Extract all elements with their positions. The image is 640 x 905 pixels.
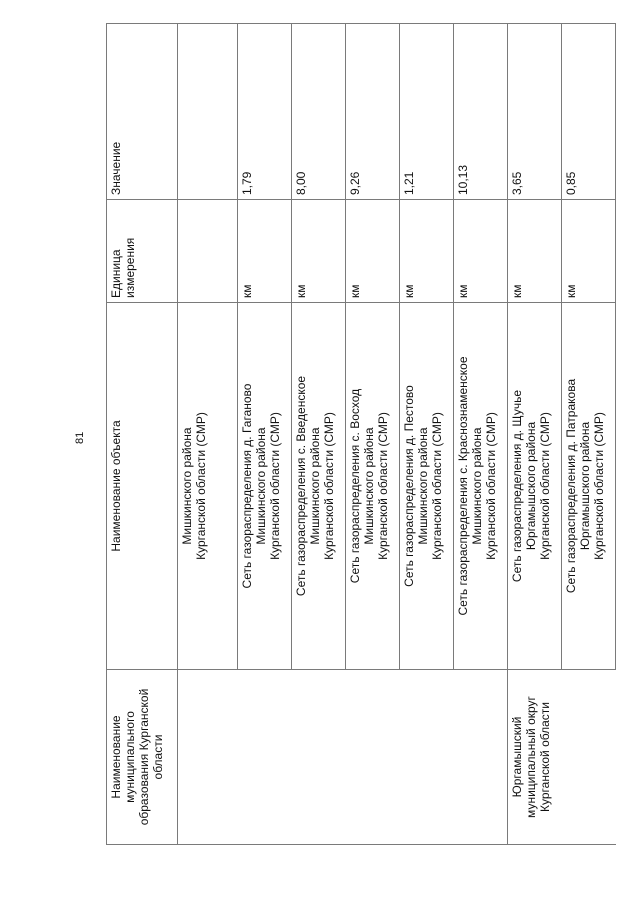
table-header-row	[107, 24, 178, 845]
municipality-cell: Юргамышский муниципальный округ Курганской области	[508, 670, 562, 845]
table-row	[292, 24, 346, 845]
header-value: Значение	[107, 24, 178, 200]
table-row	[400, 24, 454, 845]
object-name-cell: Сеть газораспределения д. Патракова Юргамышского района Курганской области (СМР)	[562, 303, 616, 670]
object-name-cell: Мишкинского района Курганской области (СМР)	[178, 303, 238, 670]
header-unit: Единица измерения	[107, 200, 178, 303]
object-name-cell: Сеть газораспределения д. Гаганово Мишкинского района Курганской области (СМР)	[238, 303, 292, 670]
unit-cell: км	[400, 200, 454, 303]
municipality-cell	[454, 670, 508, 845]
page-number: 81	[74, 431, 86, 444]
table-row	[508, 24, 562, 845]
value-cell: 9,26	[346, 24, 400, 200]
unit-cell: км	[238, 200, 292, 303]
table-row	[346, 24, 400, 845]
municipality-cell	[562, 670, 616, 845]
municipality-cell	[346, 670, 400, 845]
objects-table	[106, 23, 616, 845]
object-name-cell: Сеть газораспределения с. Введенское Мишкинского района Курганской области (СМР)	[292, 303, 346, 670]
table-row	[238, 24, 292, 845]
object-name-cell: Сеть газораспределения д. Щучье Юргамышского района Курганской области (СМР)	[508, 303, 562, 670]
object-name-cell: Сеть газораспределения с. Краснознаменское Мишкинского района Курганской области (СМР)	[454, 303, 508, 670]
rotated-table-container	[106, 60, 606, 845]
unit-cell: км	[346, 200, 400, 303]
unit-cell: км	[292, 200, 346, 303]
value-cell: 3,65	[508, 24, 562, 200]
object-name-cell: Сеть газораспределения с. Восход Мишкинского района Курганской области (СМР)	[346, 303, 400, 670]
municipality-cell	[238, 670, 292, 845]
object-name-cell: Сеть газораспределения д. Пестово Мишкинского района Курганской области (СМР)	[400, 303, 454, 670]
value-cell: 1,79	[238, 24, 292, 200]
value-cell: 10,13	[454, 24, 508, 200]
unit-cell: км	[562, 200, 616, 303]
value-cell: 0,85	[562, 24, 616, 200]
unit-cell: км	[454, 200, 508, 303]
value-cell	[178, 24, 238, 200]
header-municipality: Наименование муниципального образования Курганской области	[107, 670, 178, 845]
municipality-cell	[292, 670, 346, 845]
table-row	[178, 24, 238, 845]
unit-cell: км	[508, 200, 562, 303]
unit-cell	[178, 200, 238, 303]
value-cell: 8,00	[292, 24, 346, 200]
table-row	[454, 24, 508, 845]
municipality-cell	[400, 670, 454, 845]
header-object: Наименование объекта	[107, 303, 178, 670]
table-row	[562, 24, 616, 845]
municipality-cell	[178, 670, 238, 845]
value-cell: 1,21	[400, 24, 454, 200]
